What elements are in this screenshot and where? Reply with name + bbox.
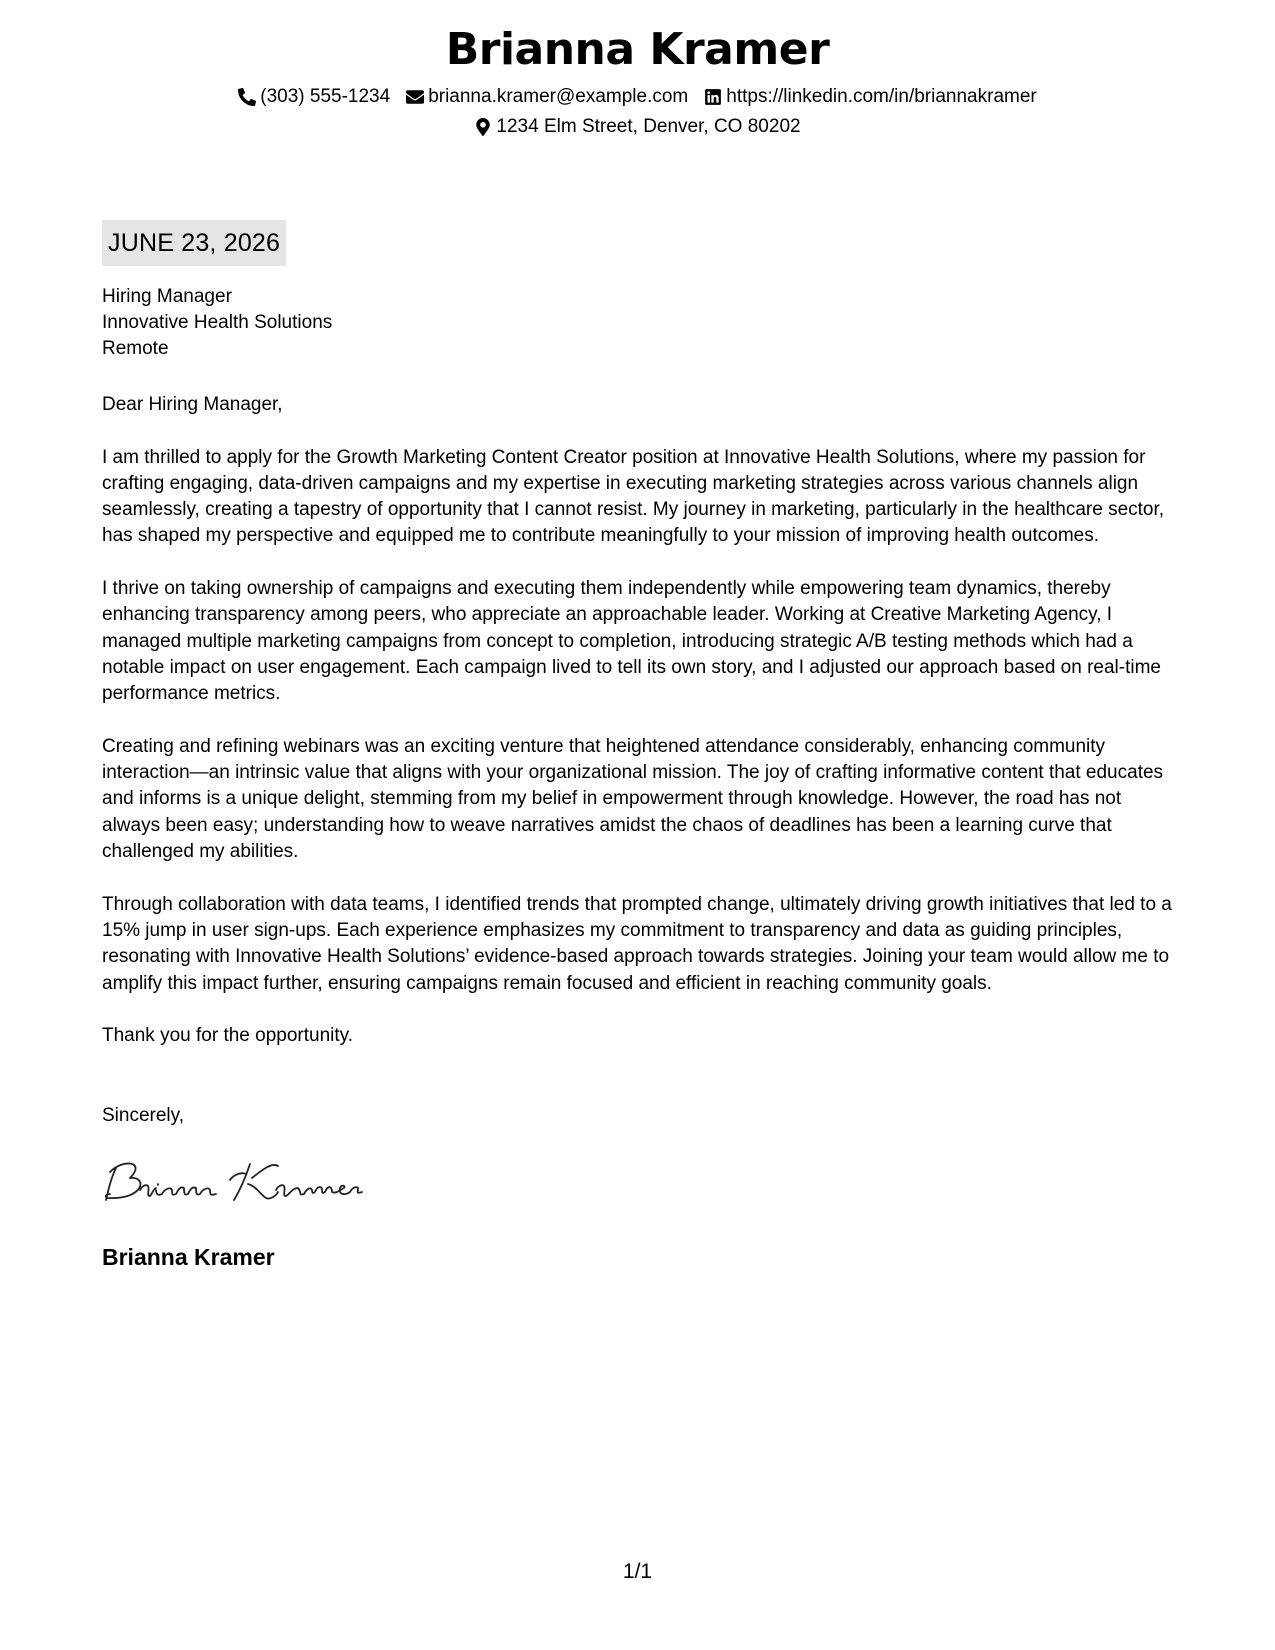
letter-body [102, 392, 1182, 1076]
phone-text: (303) 555-1234 [260, 86, 391, 107]
recipient-title: Hiring Manager [102, 286, 232, 307]
linkedin-text[interactable]: https://linkedin.com/in/briannakramer [726, 86, 1037, 107]
valediction: Sincerely, [102, 1105, 185, 1126]
contact-row-address [0, 112, 1275, 142]
email-text[interactable]: brianna.kramer@example.com [428, 86, 689, 107]
letter-date: JUNE 23, 2026 [102, 220, 286, 266]
applicant-name: Brianna Kramer [445, 24, 830, 75]
recipient-block [102, 284, 332, 362]
linkedin-icon [704, 88, 722, 106]
contact-address [474, 112, 800, 142]
letter-header [0, 18, 1275, 142]
thanks-line: Thank you for the opportunity. [102, 1025, 354, 1047]
contact-row-primary [0, 82, 1275, 112]
contact-linkedin[interactable] [704, 82, 1036, 112]
salutation: Dear Hiring Manager, [102, 394, 283, 415]
address-text: 1234 Elm Street, Denver, CO 80202 [496, 116, 801, 137]
body-paragraph: I am thrilled to apply for the Growth Marketing Content Creator position at Innovative Health Solutions, where my passion for crafting engaging, data-driven campaigns and my expertise in executing marketing strategies across various channels align seamlessly, creating a tapestry of opportunity that I cannot resist. My journey in marketing, particularly in the healthcare sector, has shaped my perspective and equipped me to contribute meaningfully to your mission of improving health outcomes. [102, 446, 1165, 547]
handwritten-signature [100, 1150, 370, 1210]
page-number: 1/1 [622, 1560, 653, 1583]
body-paragraph: Creating and refining webinars was an exciting venture that heightened attendance considerably, enhancing community interaction—an intrinsic value that aligns with your organizational mission. The joy of crafting informative content that educates and informs is a unique delight, stemming from my belief in empowerment through knowledge. However, the road has not always been easy; understanding how to weave narratives amidst the chaos of deadlines has been a learning curve that challenged my abilities. [102, 735, 1164, 863]
map-marker-icon [474, 118, 492, 136]
recipient-location: Remote [102, 338, 169, 359]
body-paragraph: Through collaboration with data teams, I identified trends that prompted change, ultimately driving growth initiatives that led to a 15% jump in user sign-ups. Each experience emphasizes my commitment to transparency and data as guiding principles, resonating with Innovative Health Solutions’ evidence-based approach towards strategies. Joining your team would allow me to amplify this impact further, ensuring campaigns remain focused and efficient in reaching community goals. [102, 893, 1172, 994]
recipient-company: Innovative Health Solutions [102, 312, 333, 333]
phone-icon [238, 88, 256, 106]
contact-email[interactable] [406, 82, 688, 112]
contact-phone [238, 82, 390, 112]
envelope-icon [406, 88, 424, 106]
body-paragraph: I thrive on taking ownership of campaigns and executing them independently while empowering team dynamics, thereby enhancing transparency among peers, who appreciate an approachable leader. Working at Creative Marketing Agency, I managed multiple marketing campaigns from concept to completion, introducing strategic A/B testing methods which had a notable impact on user engagement. Each campaign lived to tell its own story, and I adjusted our approach based on real-time performance metrics. [102, 578, 1161, 705]
signer-name: Brianna Kramer [102, 1244, 275, 1270]
